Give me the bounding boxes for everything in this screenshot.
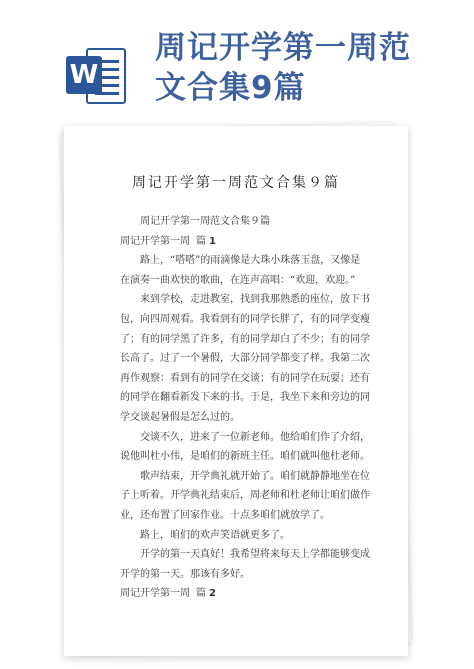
paragraph: 来到学校，走进教室，找到我那熟悉的座位，放下书包，向四周观看。我看到有的同学长胖了，有的同学变瘦了；有的同学黑了许多，有的同学却白了不少；有的同学长高了。过了一个暑假，大部分同学都变了样。我第二次再作观察：看到有的同学在交谈；有的同学在玩耍；还有的同学在翻看新发下来的书。于是，我坐下来和旁边的同学交谈起暑假是怎么过的。 — [120, 294, 370, 423]
page-title-line-1: 周记开学第一周范 — [155, 30, 411, 66]
section-heading-text: 周记开学第一周 — [120, 588, 190, 600]
section-heading-text: 周记开学第一周 — [120, 235, 190, 247]
section-number: 1 — [209, 235, 216, 247]
document-page — [64, 126, 408, 656]
page-title — [155, 28, 455, 108]
word-document-icon — [66, 44, 130, 108]
document-title: 周记开学第一周范文合集９篇 — [132, 175, 340, 191]
section-label: 篇 — [196, 235, 206, 247]
page-title-line-2: 文合集9篇 — [155, 70, 306, 106]
document-body — [120, 212, 370, 604]
section-heading — [120, 232, 370, 252]
paragraph: 周记开学第一周范文合集９篇 — [140, 216, 270, 227]
word-badge-letter: W — [66, 56, 102, 94]
paragraph: 路上，咱们的欢声笑语就更多了。 — [140, 529, 290, 541]
section-heading — [120, 584, 370, 604]
section-label: 篇 — [196, 588, 206, 600]
header-banner — [0, 0, 474, 118]
paragraph: 交谈不久，进来了一位新老师。他给咱们作了介绍，说他叫杜小伟，是咱们的新班主任。咱们就叫他杜老师。 — [120, 431, 370, 463]
paragraph: 开学的第一天真好！我希望将来每天上学都能够变成开学的第一天。那该有多好。 — [120, 549, 370, 580]
paragraph: 路上，“嗒嗒”的雨滴像是大珠小珠落玉盘，又像是在演奏一曲欢快的歌曲，在连声高唱：“欢迎，欢迎。” — [120, 255, 361, 286]
paragraph: 歌声结束，开学典礼就开始了。咱们就静静地坐在位子上听着。开学典礼结束后，周老师和杜老师让咱们做作业，还布置了回家作业。十点多咱们就放学了。 — [120, 470, 370, 521]
section-number: 2 — [209, 588, 216, 600]
